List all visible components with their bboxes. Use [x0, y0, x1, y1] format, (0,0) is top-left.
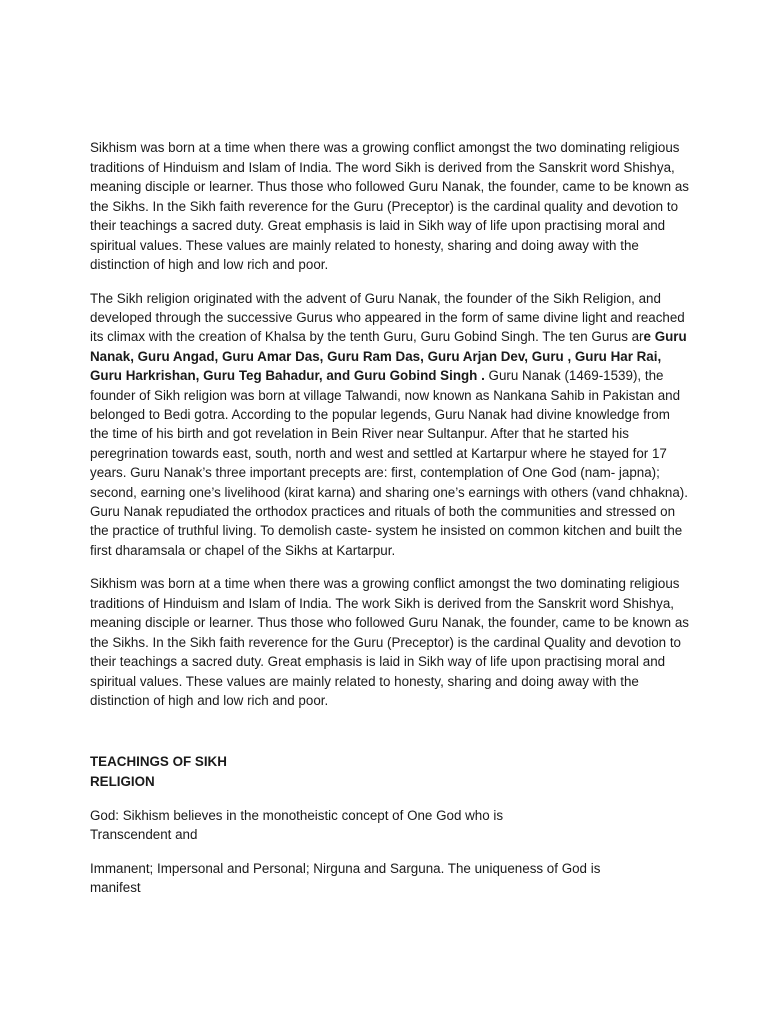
repeat-paragraph: Sikhism was born at a time when there was a growing conflict amongst the two dominating religious traditions of Hinduism and Islam of India. The work Sikh is derived from the Sanskrit word Shishya, meaning disciple or learner. Thus those who followed Guru Nanak, the founder, came to be known as the Sikhs. In the Sikh faith reverence for the Guru (Preceptor) is the cardinal Quality and devotion to their teachings a sacred duty. Great emphasis is laid in Sikh way of life upon practising moral and spiritual values. These values are mainly related to honesty, sharing and doing away with the distinction of high and low rich and poor.	[90, 576, 689, 709]
intro-paragraph: Sikhism was born at a time when there was a growing conflict amongst the two dominating religious traditions of Hinduism and Islam of India. The word Sikh is derived from the Sanskrit word Shishya, meaning disciple or learner. Thus those who followed Guru Nanak, the founder, came to be known as the Sikhs. In the Sikh faith reverence for the Guru (Preceptor) is the cardinal quality and devotion to their teachings a sacred duty. Great emphasis is laid in Sikh way of life upon practising moral and spiritual values. These values are mainly related to honesty, sharing and doing away with the distinction of high and low rich and poor.	[90, 140, 689, 272]
immanent-paragraph: Immanent; Impersonal and Personal; Nirguna and Sarguna. The uniqueness of God is manifest	[90, 860, 601, 896]
section-heading: TEACHINGS OF SIKH RELIGION	[90, 753, 227, 789]
god-paragraph: God: Sikhism believes in the monotheistic concept of One God who is Transcendent and	[90, 807, 504, 843]
origin-paragraph	[90, 289, 690, 561]
origin-text-before: The Sikh religion originated with the advent of Guru Nanak, the founder of the Sikh Religion, and developed through the successive Gurus who appeared in the form of same divine light and reached its climax with the creation of Khalsa by the tenth Guru, Guru Gobind Singh. The ten Gurus ar	[90, 290, 685, 345]
gurus-list-bold: e Guru Nanak, Guru Angad, Guru Amar Das, Guru Ram Das, Guru Arjan Dev, Guru , Guru Har Rai, Guru Harkrishan, Guru Teg Bahadur, and Guru Gobind Singh .	[90, 329, 687, 384]
document-page	[90, 138, 690, 898]
origin-text-after: Guru Nanak (1469-1539), the founder of Sikh religion was born at village Talwandi, now known as Nankana Sahib in Pakistan and belonged to Bedi gotra. According to the popular legends, Guru Nanak had divine knowledge from the time of his birth and got revelation in Bein River near Sultanpur. After that he started his peregrination towards east, south, north and west and settled at Kartarpur where he stayed for 17 years. Guru Nanak’s three important precepts are: first, contemplation of One God (nam- japna); second, earning one’s livelihood (kirat karna) and sharing one’s earnings with others (vand chhakna). Guru Nanak repudiated the orthodox practices and rituals of both the communities and stressed on the practice of truthful living. To demolish caste- system he insisted on common kitchen and built the first dharamsala or chapel of the Sikhs at Kartarpur.	[90, 368, 688, 558]
